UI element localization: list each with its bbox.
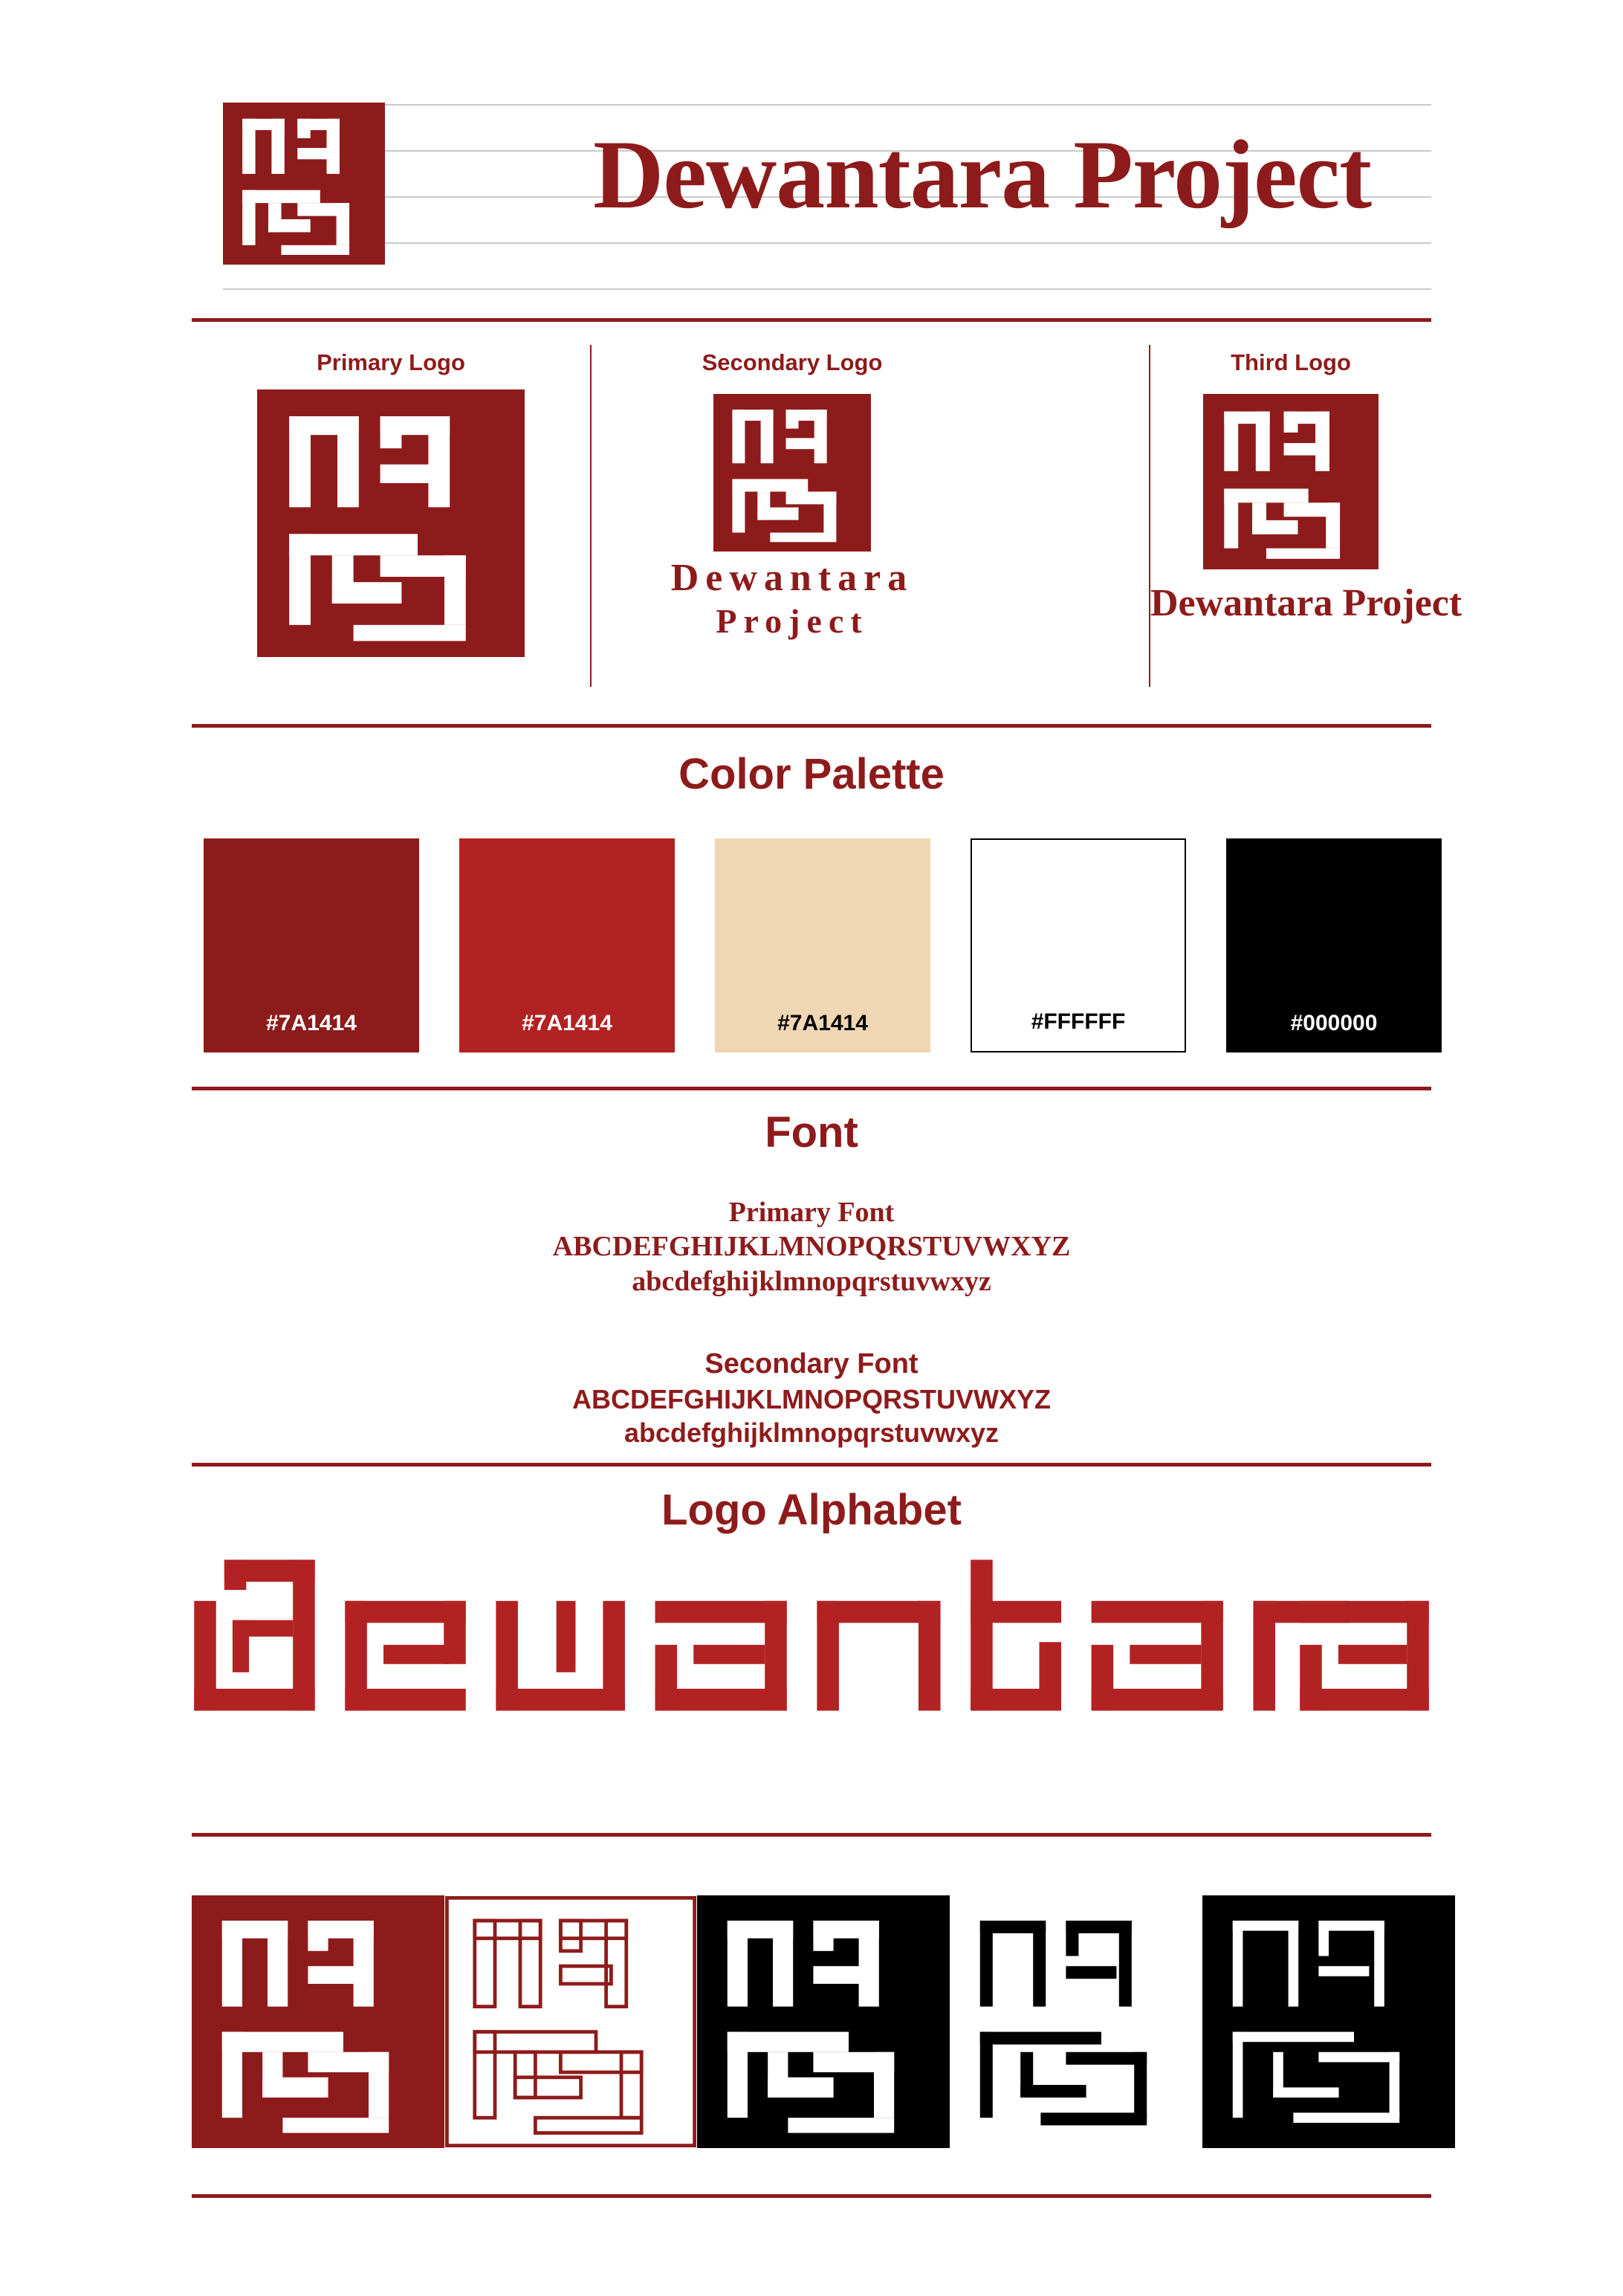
divider-above-variations	[192, 1833, 1431, 1837]
secondary-logo-mark	[592, 394, 993, 552]
swatch-hex-label: #FFFFFF	[1031, 1009, 1126, 1034]
third-logo-caption: Third Logo	[1231, 349, 1351, 375]
header-staff-line	[223, 288, 1431, 290]
logo-variants-section	[192, 329, 1462, 730]
third-logo-cell	[1150, 329, 1462, 730]
swatch-hex-label: #7A1414	[266, 1011, 357, 1035]
swatch-black	[1226, 838, 1442, 1052]
document-header	[192, 82, 1431, 312]
swatch-white	[971, 838, 1186, 1052]
secondary-font-lowercase: abcdefghijklmnopqrstuvwxyz	[623, 1417, 1000, 1448]
swatch-hex-label: #000000	[1290, 1011, 1378, 1035]
swatch-hex-label: #7A1414	[777, 1011, 868, 1035]
logo-variation-black-on-white	[697, 1866, 950, 2178]
swatch-red	[459, 838, 675, 1052]
secondary-wordmark-line1: Dewantara	[670, 557, 914, 599]
divider-bottom	[192, 2194, 1431, 2198]
page-title: Dewantara Project	[593, 120, 1372, 229]
primary-logo-mark	[192, 389, 590, 657]
logo-variation-red-on-white	[192, 1866, 444, 2178]
secondary-font-label: Secondary Font	[704, 1348, 919, 1380]
primary-logo-caption: Primary Logo	[317, 349, 465, 375]
header-logo-mark	[223, 103, 385, 265]
secondary-logo-cell	[592, 329, 993, 730]
logo-variations-section	[192, 1866, 1431, 2178]
logo-alphabet-wordmark	[192, 1546, 1431, 1724]
color-palette	[192, 838, 1431, 1054]
header-staff-line	[223, 104, 1431, 106]
primary-logo-cell	[192, 329, 590, 730]
secondary-font-block	[192, 1347, 1431, 1449]
divider-under-palette	[192, 1087, 1431, 1090]
primary-font-uppercase: ABCDEFGHIJKLMNOPQRSTUVWXYZ	[552, 1231, 1071, 1263]
third-logo-mark	[1150, 394, 1431, 569]
color-palette-heading: Color Palette	[678, 750, 945, 798]
swatch-hex-label: #7A1414	[522, 1011, 612, 1035]
logo-alphabet-heading: Logo Alphabet	[661, 1486, 962, 1534]
primary-font-lowercase: abcdefghijklmnopqrstuvwxyz	[632, 1265, 991, 1297]
logo-variation-outline-black	[950, 1866, 1202, 2178]
divider-under-fonts	[192, 1463, 1431, 1466]
third-wordmark: Dewantara Project	[1150, 582, 1462, 624]
secondary-wordmark-line2: Project	[716, 602, 869, 640]
swatch-dark-maroon	[204, 838, 419, 1052]
primary-font-block	[192, 1195, 1431, 1299]
secondary-font-uppercase: ABCDEFGHIJKLMNOPQRSTUVWXYZ	[571, 1383, 1051, 1414]
swatch-cream	[715, 838, 930, 1052]
secondary-logo-caption: Secondary Logo	[702, 349, 883, 375]
primary-font-label: Primary Font	[728, 1197, 895, 1228]
divider-under-logos	[192, 724, 1431, 728]
logo-variation-outline-on-white	[444, 1866, 697, 2178]
logo-variation-white-on-black	[1202, 1866, 1455, 2178]
divider-under-header	[192, 318, 1431, 322]
header-staff-line	[223, 242, 1431, 244]
font-heading: Font	[765, 1108, 858, 1157]
